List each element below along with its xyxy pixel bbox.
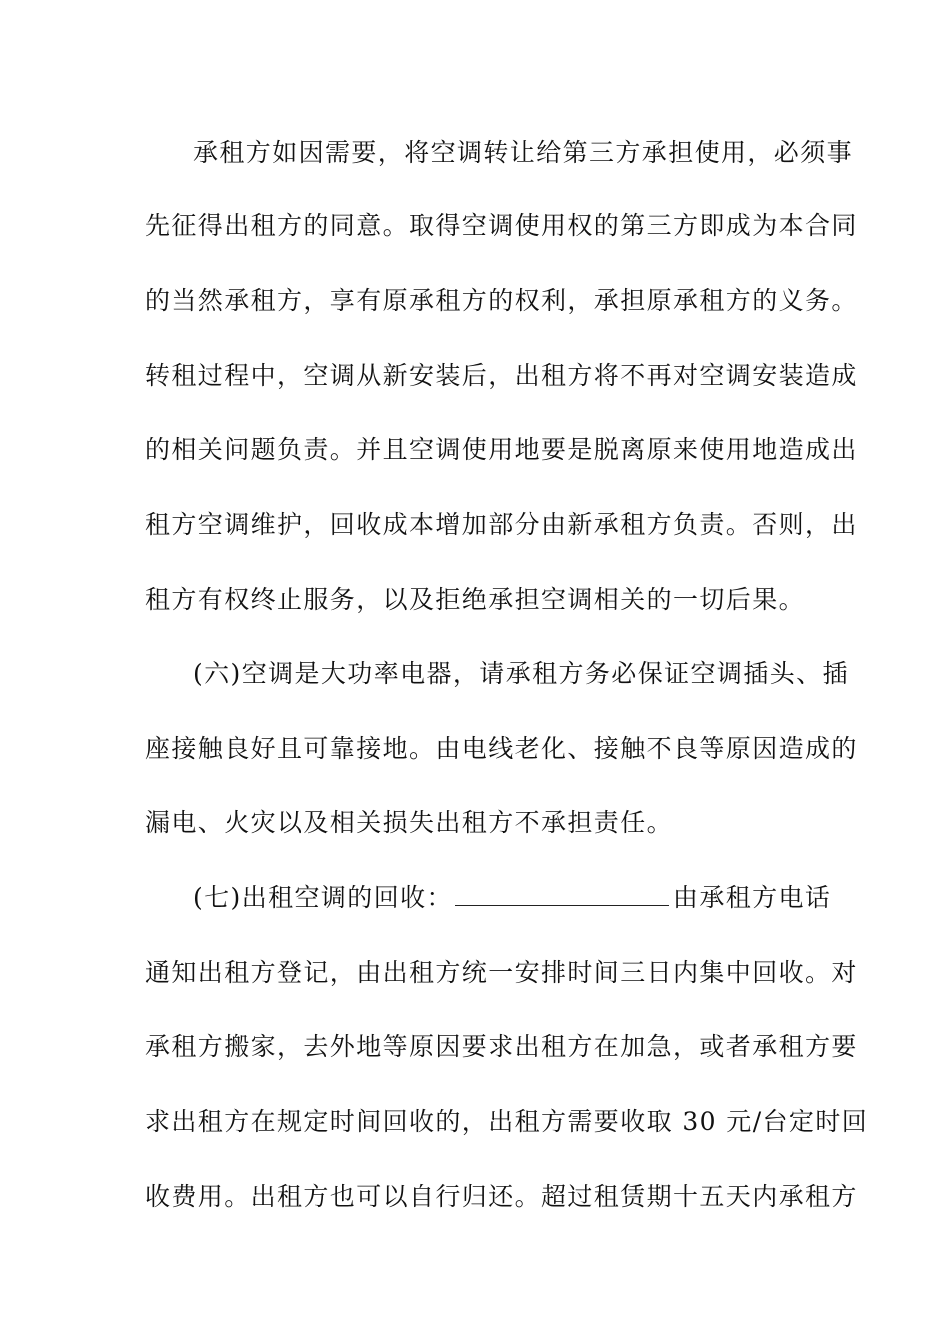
paragraph-line: 的当然承租方，享有原承租方的权利，承担原承租方的义务。 [145,286,858,315]
paragraph-line: 租方空调维护，回收成本增加部分由新承租方负责。否则，出 [145,510,858,539]
clause-text: 由承租方电话 [672,883,832,912]
paragraph-line: 漏电、火灾以及相关损失出租方不承担责任。 [145,808,674,837]
fill-in-blank[interactable] [455,879,669,906]
paragraph-line: 通知出租方登记，由出租方统一安排时间三日内集中回收。对 [145,958,858,987]
clause-label: (七)出租空调的回收： [193,883,453,912]
paragraph-line: 收费用。出租方也可以自行归还。超过租赁期十五天内承租方 [145,1182,858,1211]
paragraph-line: 座接触良好且可靠接地。由电线老化、接触不良等原因造成的 [145,734,858,763]
paragraph-line: 承租方搬家，去外地等原因要求出租方在加急，或者承租方要 [145,1032,858,1061]
paragraph-line: 求出租方在规定时间回收的，出租方需要收取 30 元/台定时回 [145,1107,869,1136]
paragraph-line: 先征得出租方的同意。取得空调使用权的第三方即成为本合同 [145,211,858,240]
paragraph-line: (六)空调是大功率电器，请承租方务必保证空调插头、插 [193,659,849,688]
paragraph-line [193,878,832,918]
paragraph-line: 承租方如因需要，将空调转让给第三方承担使用，必须事 [193,138,854,167]
paragraph-line: 租方有权终止服务，以及拒绝承担空调相关的一切后果。 [145,585,806,614]
paragraph-line: 的相关问题负责。并且空调使用地要是脱离原来使用地造成出 [145,435,858,464]
paragraph-line: 转租过程中，空调从新安装后，出租方将不再对空调安装造成 [145,361,858,390]
